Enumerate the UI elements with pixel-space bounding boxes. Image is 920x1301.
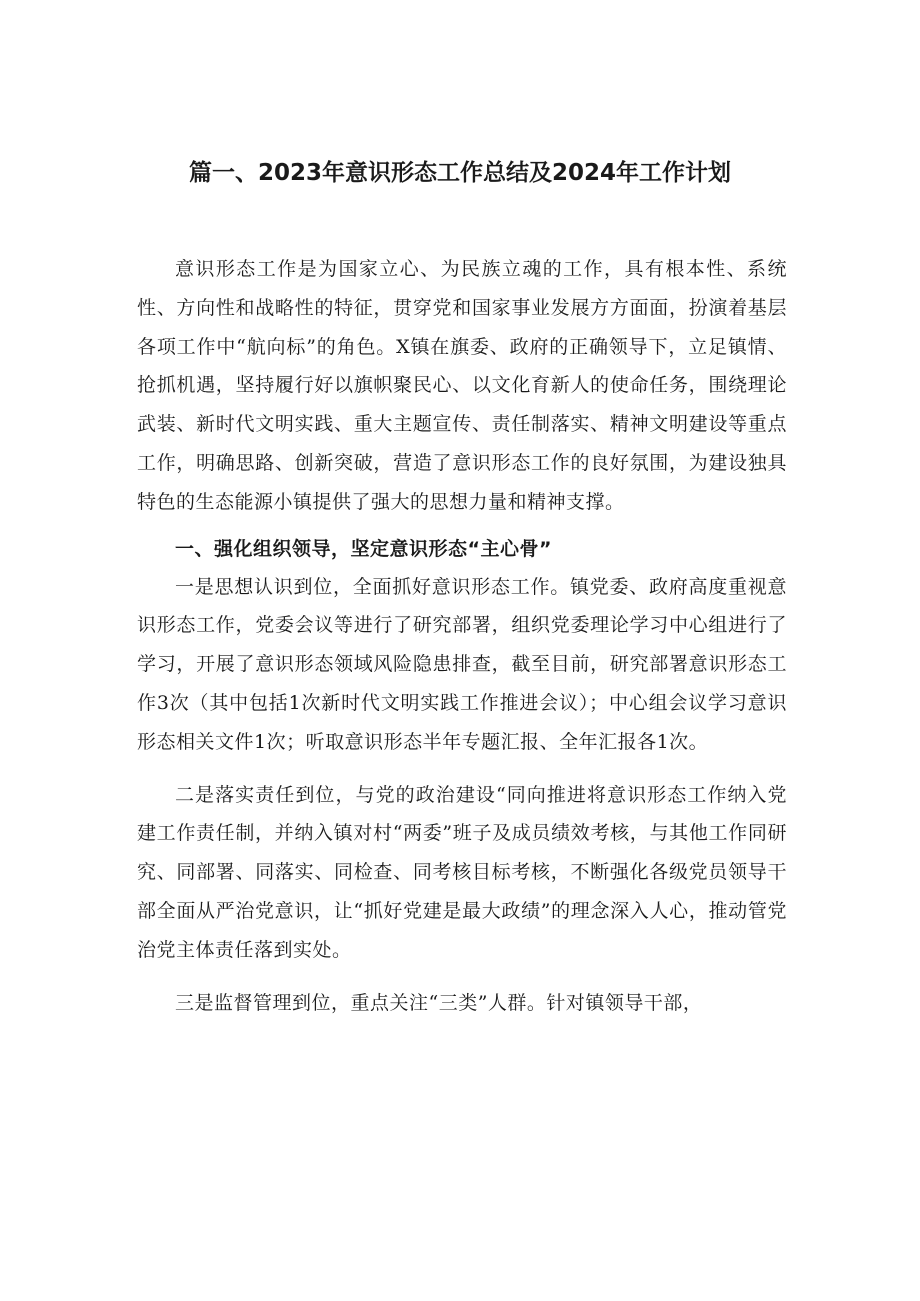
document-body bbox=[137, 250, 787, 1022]
document-title: 篇一、2023年意识形态工作总结及2024年工作计划 bbox=[188, 160, 732, 186]
section-paragraph-3: 三是监督管理到位，重点关注“三类”人群。针对镇领导干部， bbox=[175, 991, 703, 1014]
section-paragraph-1: 一是思想认识到位，全面抓好意识形态工作。镇党委、政府高度重视意识形态工作，党委会议等进行了研究部署，组织党委理论学习中心组进行了学习，开展了意识形态领域风险隐患排查，截至目前，研究部署意识形态工作3次（其中包括1次新时代文明实践工作推进会议）；中心组会议学习意识形态相关文件1次；听取意识形态半年专题汇报、全年汇报各1次。 bbox=[137, 575, 787, 753]
section-paragraph-2: 二是落实责任到位，与党的政治建设“同向推进将意识形态工作纳入党建工作责任制，并纳入镇对村“两委”班子及成员绩效考核，与其他工作同研究、同部署、同落实、同检查、同考核目标考核，不断强化各级党员领导干部全面从严治党意识，让“抓好党建是最大政绩”的理念深入人心，推动管党治党主体责任落到实处。 bbox=[137, 783, 787, 961]
section-heading: 一、强化组织领导，坚定意识形态“主心骨” bbox=[175, 537, 552, 560]
intro-paragraph: 意识形态工作是为国家立心、为民族立魂的工作，具有根本性、系统性、方向性和战略性的特征，贯穿党和国家事业发展方方面面，扮演着基层各项工作中“航向标”的角色。X镇在旗委、政府的正确领导下，立足镇情、抢抓机遇，坚持履行好以旗帜聚民心、以文化育新人的使命任务，围绕理论武装、新时代文明实践、重大主题宣传、责任制落实、精神文明建设等重点工作，明确思路、创新突破，营造了意识形态工作的良好氛围，为建设独具特色的生态能源小镇提供了强大的思想力量和精神支撑。 bbox=[137, 258, 787, 513]
